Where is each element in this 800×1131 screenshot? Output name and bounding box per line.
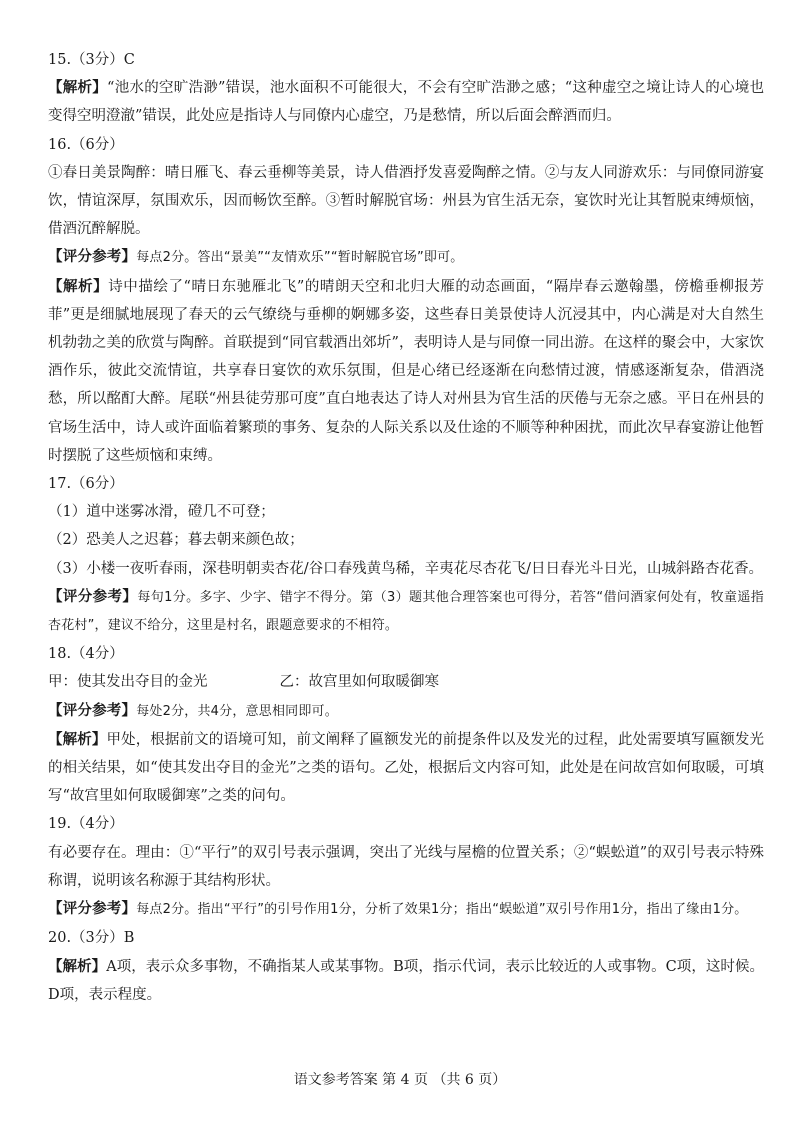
q16-score xyxy=(48,243,764,272)
q17-answer-1: （1）道中迷雾冰滑，磴几不可登； xyxy=(48,504,275,521)
q18-analysis xyxy=(48,726,764,811)
score-tag: 【评分参考】 xyxy=(48,701,137,719)
q20-analysis-text: A项，表示众多事物，不确指某人或某事物。B项，指示代词，表示比较近的人或事物。C项，这时候。D项，表示程度。 xyxy=(48,958,765,1003)
q19-answer: 有必要存在。理由：①“平行”的双引号表示强调，突出了光线与屋檐的位置关系；②“蜈蚣道”的双引号表示特殊称谓，说明该名称源于其结构形状。 xyxy=(48,844,764,889)
q17-score xyxy=(48,583,764,640)
score-tag: 【评分参考】 xyxy=(48,900,137,918)
q17-answer-3: （3）小楼一夜听春雨，深巷明朝卖杏花/谷口春残黄鸟稀，辛夷花尽杏花飞/日日春光斗日光，山城斜路杏花香。 xyxy=(48,560,763,577)
answer-page xyxy=(48,46,764,1009)
q15-heading: 15.（3分）C xyxy=(48,52,135,68)
q18-score-text: 每处2分，共4分，意思相同即可。 xyxy=(136,703,338,719)
q18-answer-b: 乙：故宫里如何取暖御寒 xyxy=(279,674,439,691)
q16-analysis-text: 诗中描绘了“晴日东驰雁北飞”的晴朗天空和北归大雁的动态画面，“隔岸春云邀翰墨，傍檐垂柳报芳菲”更是细腻地展现了春天的云气缭绕与垂柳的婀娜多姿，这些春日美景使诗人沉浸其中，内心满是对大自然生机勃勃之美的欣赏与陶醉。首联提到“同官载酒出郊圻”，表明诗人是与同僚一同出游。在这样的聚会中，大家饮酒作乐，彼此交流情谊，共享春日宴饮的欢乐氛围，但是心绪已经逐渐在向愁情过渡，情感逐渐复杂，借酒浇愁，所以酩酊大醉。尾联“州县徒劳那可度”直白地表达了诗人对州县为官生活的厌倦与无奈之感。平日在州县的官场生活中，诗人或许面临着繁琐的事务、复杂的人际关系以及仕途的不顺等种种困扰，而此次早春宴游让他暂时摆脱了这些烦恼和束缚。 xyxy=(48,278,764,464)
q18-answer-a: 甲：使其发出夺目的金光 xyxy=(48,674,208,691)
q18-heading: 18.（4分） xyxy=(48,646,124,663)
q19-score-text: 每点2分。指出“平行”的引号作用1分，分析了效果1分；指出“蜈蚣道”双引号作用1分，指出了缘由1分。 xyxy=(136,902,748,918)
q17-heading: 17.（6分） xyxy=(48,476,124,493)
q18-analysis-text: 甲处，根据前文的语境可知，前文阐释了匾额发光的前提条件以及发光的过程，此处需要填写匾额发光的相关结果，如“使其发出夺目的金光”之类的语句。乙处，根据后文内容可知，此处是在问故宫如何取暖，可填写“故宫里如何取暖御寒”之类的问句。 xyxy=(48,731,765,805)
analysis-tag: 【解析】 xyxy=(48,730,107,748)
q19-score xyxy=(48,895,764,924)
page-footer: 语文参考答案 第 4 页 （共 6 页） xyxy=(293,1072,507,1088)
q15-analysis xyxy=(48,74,764,130)
q15-analysis-text: “池水的空旷浩渺”错误，池水面积不可能很大，不会有空旷浩渺之感；“这种虚空之境让诗人的心境也变得空明澄澈”错误，此处应是指诗人与同僚内心虚空，乃是愁情，所以后面会醉酒而归。 xyxy=(48,80,764,125)
score-tag: 【评分参考】 xyxy=(48,248,137,266)
q16-answer: ①春日美景陶醉：晴日雁飞、春云垂柳等美景，诗人借酒抒发喜爱陶醉之情。②与友人同游欢乐：与同僚同游宴饮，情谊深厚，氛围欢乐，因而畅饮至醉。③暂时解脱官场：州县为官生活无奈，宴饮时光让其暂脱束缚烦恼，借酒沉醉解脱。 xyxy=(48,164,764,238)
q20-heading: 20.（3分）B xyxy=(48,930,135,947)
q16-score-text: 每点2分。答出“景美”“友情欢乐”“暂时解脱官场”即可。 xyxy=(136,250,464,266)
q16-analysis xyxy=(48,273,764,470)
q18-answers xyxy=(48,668,764,696)
score-tag: 【评分参考】 xyxy=(48,587,138,605)
analysis-tag: 【解析】 xyxy=(48,79,108,97)
q19-heading: 19.（4分） xyxy=(48,816,124,833)
q20-analysis xyxy=(48,953,764,1009)
q18-score xyxy=(48,697,764,726)
q16-heading: 16.（6分） xyxy=(48,136,124,153)
q17-score-text: 每句1分。多字、少字、错字不得分。第（3）题其他合理答案也可得分，若答“借问酒家何处有，牧童遥指杏花村”，建议不给分，这里是村名，跟题意要求的不相符。 xyxy=(48,589,764,634)
q17-answer-2: （2）恐美人之迟暮；暮去朝来颜色故； xyxy=(48,532,304,549)
analysis-tag: 【解析】 xyxy=(48,277,109,295)
analysis-tag: 【解析】 xyxy=(48,957,107,975)
